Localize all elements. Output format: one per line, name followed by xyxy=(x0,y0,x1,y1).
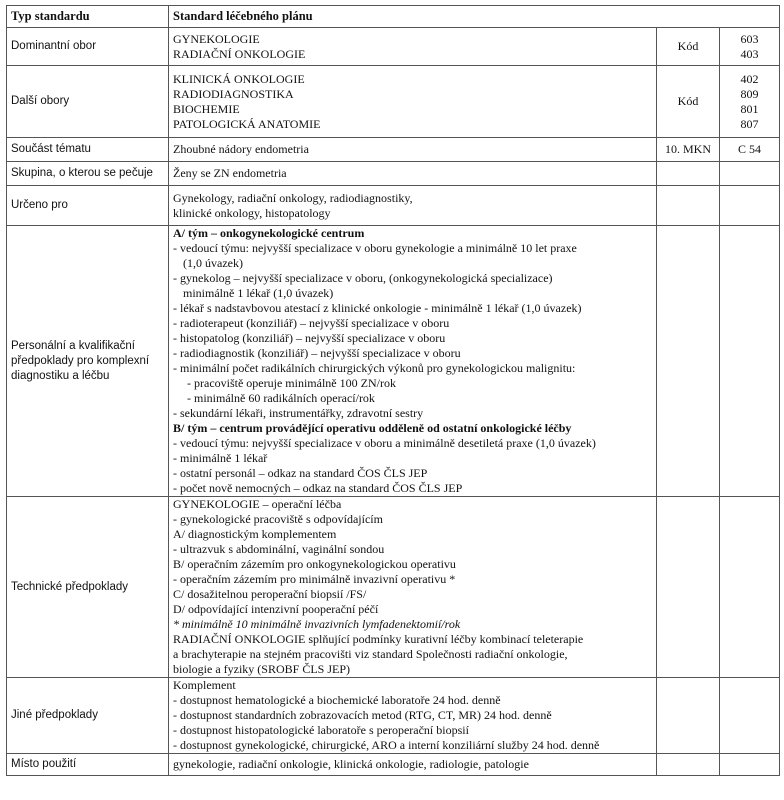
value-dalsi-obory xyxy=(169,66,657,138)
list-item: D/ odpovídající intenzivní pooperační péčí xyxy=(173,602,379,616)
value-personalni xyxy=(169,226,657,497)
list-item: - gynekologické pracoviště s odpovídajícím xyxy=(173,512,383,526)
list-item: - vedoucí týmu: nejvyšší specializace v oboru gynekologie a minimálně 10 let praxe xyxy=(173,241,577,255)
empty-cell xyxy=(720,162,780,186)
empty-cell xyxy=(657,226,720,497)
kod-label: Kód xyxy=(657,66,720,138)
value-line: RADIAČNÍ ONKOLOGIE xyxy=(173,46,306,61)
header-col2: Standard léčebného plánu xyxy=(169,6,780,28)
list-item: - operačním zázemím pro minimálně invazivní operativu * xyxy=(173,572,456,586)
empty-cell xyxy=(720,226,780,497)
row-soucast-tematu xyxy=(7,138,780,162)
value-line: PATOLOGICKÁ ANATOMIE xyxy=(173,116,321,131)
list-item: - pracoviště operuje minimálně 100 ZN/rok xyxy=(187,376,396,390)
empty-cell xyxy=(657,162,720,186)
label-soucast-tematu: Součást tématu xyxy=(7,138,169,162)
list-item: - minimálně 1 lékař xyxy=(173,451,268,465)
kod-label: Kód xyxy=(657,28,720,66)
list-item: minimálně 1 lékař (1,0 úvazek) xyxy=(183,286,334,300)
label-skupina: Skupina, o kterou se pečuje xyxy=(7,162,169,186)
list-item: * minimálně 10 minimálně invazivních lymfadenektomií/rok xyxy=(173,617,461,631)
row-misto-pouziti xyxy=(7,754,780,776)
row-urceno-pro xyxy=(7,186,780,226)
list-item: - dostupnost standardních zobrazovacích metod (RTG, CT, MR) 24 hod. denně xyxy=(173,708,552,722)
list-item: - minimální počet radikálních chirurgických výkonů pro gynekologickou malignitu: xyxy=(173,361,576,375)
code: 603 xyxy=(740,31,759,46)
label-misto-pouziti: Místo použití xyxy=(7,754,169,776)
label-technicke: Technické předpoklady xyxy=(7,497,169,678)
value-misto-pouziti: gynekologie, radiační onkologie, klinická onkologie, radiologie, patologie xyxy=(169,754,657,776)
empty-cell xyxy=(720,754,780,776)
list-item: - radiodiagnostik (konziliář) – nejvyšší specializace v oboru xyxy=(173,346,461,360)
list-item: - sekundární lékaři, instrumentářky, zdravotní sestry xyxy=(173,406,424,420)
list-item: (1,0 úvazek) xyxy=(183,256,243,270)
value-line: Gynekology, radiační onkology, radiodiagnostiky, xyxy=(173,190,413,205)
list-item: - lékař s nadstavbovou atestací z klinické onkologie - minimálně 1 lékař (1,0 úvazek) xyxy=(173,301,582,315)
list-item: - radioterapeut (konziliář) – nejvyšší specializace v oboru xyxy=(173,316,450,330)
value-jine xyxy=(169,678,657,754)
value-skupina: Ženy se ZN endometria xyxy=(169,162,657,186)
value-line: klinické onkology, histopatology xyxy=(173,205,331,220)
list-item: - histopatolog (konziliář) – nejvyšší specializace v oboru xyxy=(173,331,446,345)
code: 402 xyxy=(740,71,759,86)
empty-cell xyxy=(657,497,720,678)
row-dalsi-obory xyxy=(7,66,780,138)
code: 809 xyxy=(740,86,759,101)
empty-cell xyxy=(657,678,720,754)
value-line: BIOCHEMIE xyxy=(173,101,240,116)
value-dominantni-obor xyxy=(169,28,657,66)
empty-cell xyxy=(657,754,720,776)
header-col1: Typ standardu xyxy=(7,6,169,28)
list-item: B/ operačním zázemím pro onkogynekologickou operativu xyxy=(173,557,456,571)
label-personalni: Personální a kvalifikační předpoklady pro komplexní diagnostiku a léčbu xyxy=(7,226,169,497)
empty-cell xyxy=(657,186,720,226)
standard-table xyxy=(6,5,780,776)
list-item: Komplement xyxy=(173,678,236,692)
mkn-code: C 54 xyxy=(720,138,780,162)
label-urceno-pro: Určeno pro xyxy=(7,186,169,226)
list-item: biologie a fyziky (SROBF ČLS JEP) xyxy=(173,662,351,676)
team-a-title: A/ tým – onkogynekologické centrum xyxy=(173,226,365,240)
value-line: KLINICKÁ ONKOLOGIE xyxy=(173,71,305,86)
value-urceno-pro xyxy=(169,186,657,226)
list-item: a brachyterapie na stejném pracovišti viz standard Společnosti radiační onkologie, xyxy=(173,647,568,661)
row-skupina xyxy=(7,162,780,186)
list-item: RADIAČNÍ ONKOLOGIE splňující podmínky kurativní léčby kombinací teleterapie xyxy=(173,632,584,646)
list-item: - ultrazvuk s abdominální, vaginální sondou xyxy=(173,542,385,556)
list-item: A/ diagnostickým komplementem xyxy=(173,527,337,541)
header-row xyxy=(7,6,780,28)
label-dalsi-obory: Další obory xyxy=(7,66,169,138)
row-technicke xyxy=(7,497,780,678)
code: 403 xyxy=(740,46,759,61)
list-item: - minimálně 60 radikálních operací/rok xyxy=(187,391,375,405)
empty-cell xyxy=(720,497,780,678)
list-item: - dostupnost hematologické a biochemické laboratoře 24 hod. denně xyxy=(173,693,501,707)
value-soucast-tematu: Zhoubné nádory endometria xyxy=(169,138,657,162)
row-personalni xyxy=(7,226,780,497)
value-technicke xyxy=(169,497,657,678)
mkn-label: 10. MKN xyxy=(657,138,720,162)
list-item: C/ dosažitelnou peroperační biopsií /FS/ xyxy=(173,587,367,601)
codes-dalsi xyxy=(720,66,780,138)
list-item: - gynekolog – nejvyšší specializace v oboru, (onkogynekologická specializace) xyxy=(173,271,553,285)
list-item: - počet nově nemocných – odkaz na standard ČOS ČLS JEP xyxy=(173,481,463,495)
row-dominantni-obor xyxy=(7,28,780,66)
row-jine xyxy=(7,678,780,754)
value-line: GYNEKOLOGIE xyxy=(173,31,260,46)
code: 801 xyxy=(740,101,759,116)
empty-cell xyxy=(720,678,780,754)
empty-cell xyxy=(720,186,780,226)
label-dominantni-obor: Dominantní obor xyxy=(7,28,169,66)
list-item: - dostupnost histopatologické laboratoře s peroperační biopsií xyxy=(173,723,469,737)
code: 807 xyxy=(740,116,759,131)
list-item: - ostatní personál – odkaz na standard ČOS ČLS JEP xyxy=(173,466,428,480)
list-item: GYNEKOLOGIE – operační léčba xyxy=(173,497,342,511)
codes-dominantni xyxy=(720,28,780,66)
value-line: RADIODIAGNOSTIKA xyxy=(173,86,294,101)
list-item: - dostupnost gynekologické, chirurgické, ARO a interní konziliární služby 24 hod. denně xyxy=(173,738,600,752)
team-b-title: B/ tým – centrum provádějící operativu odděleně od ostatní onkologické léčby xyxy=(173,421,572,435)
label-jine: Jiné předpoklady xyxy=(7,678,169,754)
list-item: - vedoucí týmu: nejvyšší specializace v oboru a minimálně desetiletá praxe (1,0 úvazek) xyxy=(173,436,596,450)
